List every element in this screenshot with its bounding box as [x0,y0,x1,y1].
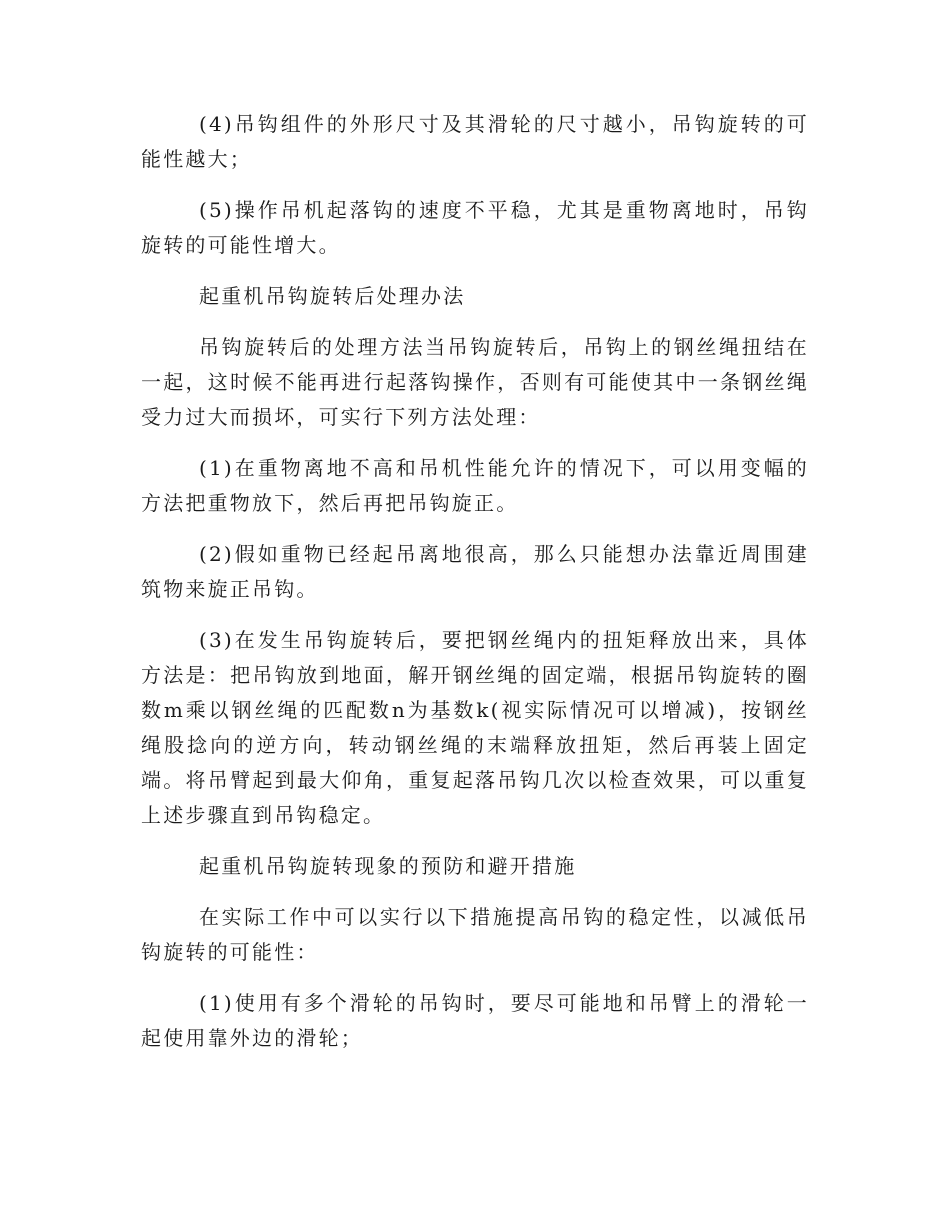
paragraph-cause-5: (5)操作吊机起落钩的速度不平稳，尤其是重物离地时，吊钩旋转的可能性增大。 [141,198,809,257]
paragraph-handling-intro: 吊钩旋转后的处理方法当吊钩旋转后，吊钩上的钢丝绳扭结在一起，这时候不能再进行起落钩操作，否则有可能使其中一条钢丝绳受力过大而损坏，可实行下列方法处理： [141,335,809,429]
paragraph-prevention-1: (1)使用有多个滑轮的吊钩时，要尽可能地和吊臂上的滑轮一起使用靠外边的滑轮； [141,991,809,1050]
paragraph-handling-1: (1)在重物离地不高和吊机性能允许的情况下，可以用变幅的方法把重物放下，然后再把吊钩旋正。 [141,456,809,515]
paragraph-handling-2: (2)假如重物已经起吊离地很高，那么只能想办法靠近周围建筑物来旋正吊钩。 [141,542,809,601]
document-body [141,107,809,1072]
section-heading-prevention: 起重机吊钩旋转现象的预防和避开措施 [199,854,577,878]
section-heading-handling: 起重机吊钩旋转后处理办法 [199,284,466,308]
paragraph-cause-4: (4)吊钩组件的外形尺寸及其滑轮的尺寸越小，吊钩旋转的可能性越大； [141,112,809,171]
paragraph-handling-3: (3)在发生吊钩旋转后，要把钢丝绳内的扭矩释放出来，具体方法是：把吊钩放到地面，解开钢丝绳的固定端，根据吊钩旋转的圈数m乘以钢丝绳的匹配数n为基数k(视实际情况可以增减)，按钢丝绳股捻向的逆方向，转动钢丝绳的末端释放扭矩，然后再装上固定端。将吊臂起到最大仰角，重复起落吊钩几次以检查效果，可以重复上述步骤直到吊钩稳定。 [141,628,809,827]
paragraph-prevention-intro: 在实际工作中可以实行以下措施提高吊钩的稳定性，以减低吊钩旋转的可能性： [141,905,809,964]
